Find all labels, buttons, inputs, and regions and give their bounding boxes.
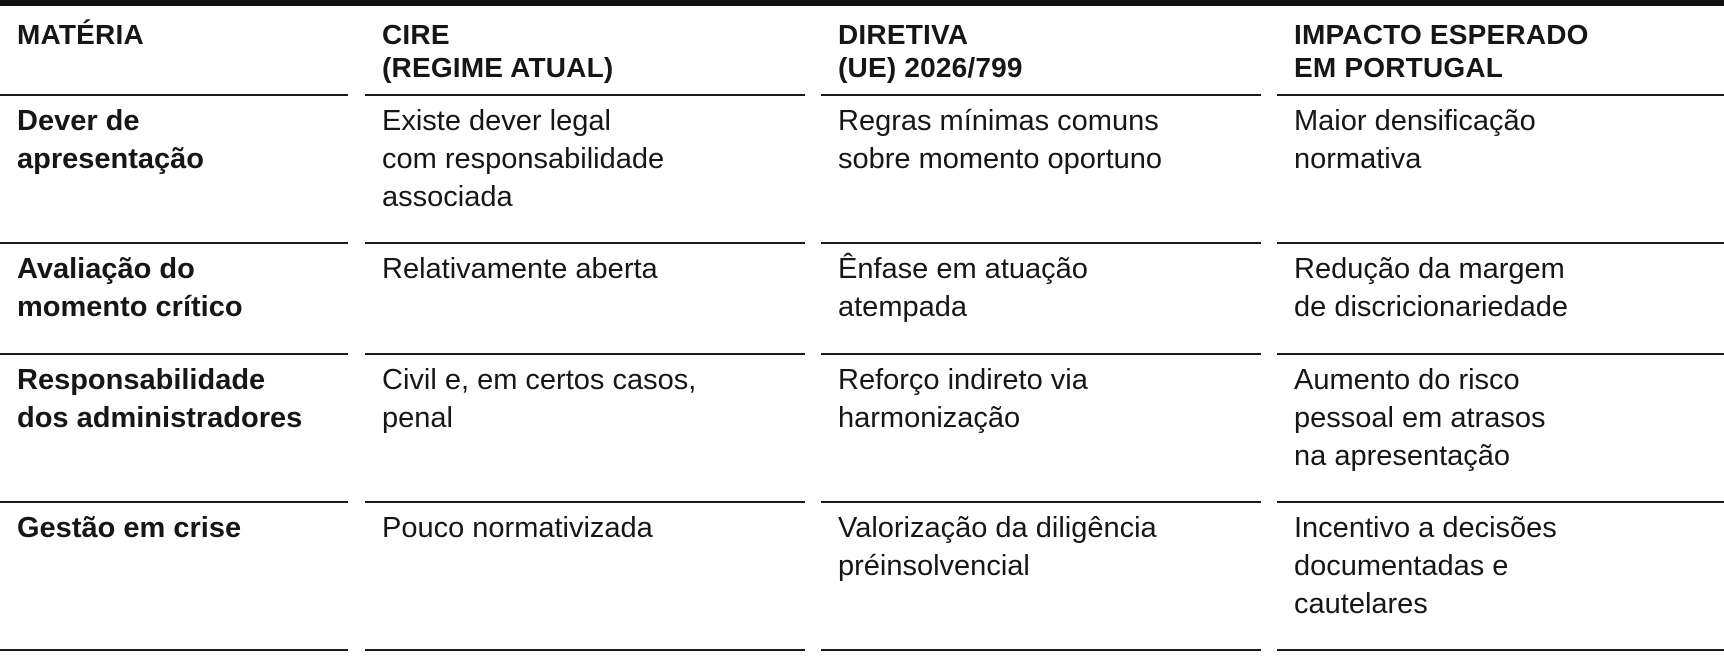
table-cell-diretiva: Valorização da diligência préinsolvencial <box>821 503 1261 651</box>
table-cell-impacto: Redução da margem de discricionariedade <box>1277 244 1724 355</box>
table-cell-impacto: Maior densificação normativa <box>1277 96 1724 244</box>
column-header-materia: MATÉRIA <box>0 6 348 96</box>
table-cell-diretiva: Reforço indireto via harmonização <box>821 355 1261 503</box>
table-cell-impacto: Incentivo a decisões documentadas e cautelares <box>1277 503 1724 651</box>
row-label-dever-de-apresentacao: Dever de apresentação <box>0 96 348 244</box>
column-header-diretiva: DIRETIVA (UE) 2026/799 <box>821 6 1261 96</box>
row-label-responsabilidade-dos-administradores: Responsabilidade dos administradores <box>0 355 348 503</box>
table-cell-cire: Relativamente aberta <box>365 244 805 355</box>
table-cell-diretiva: Regras mínimas comuns sobre momento oportuno <box>821 96 1261 244</box>
table-cell-impacto: Aumento do risco pessoal em atrasos na apresentação <box>1277 355 1724 503</box>
table-cell-diretiva: Ênfase em atuação atempada <box>821 244 1261 355</box>
row-label-avaliacao-do-momento-critico: Avaliação do momento crítico <box>0 244 348 355</box>
table-cell-cire: Existe dever legal com responsabilidade associada <box>365 96 805 244</box>
table-cell-cire: Civil e, em certos casos, penal <box>365 355 805 503</box>
row-label-gestao-em-crise: Gestão em crise <box>0 503 348 651</box>
table-cell-cire: Pouco normativizada <box>365 503 805 651</box>
column-header-cire: CIRE (REGIME ATUAL) <box>365 6 805 96</box>
column-header-impacto: IMPACTO ESPERADO EM PORTUGAL <box>1277 6 1724 96</box>
